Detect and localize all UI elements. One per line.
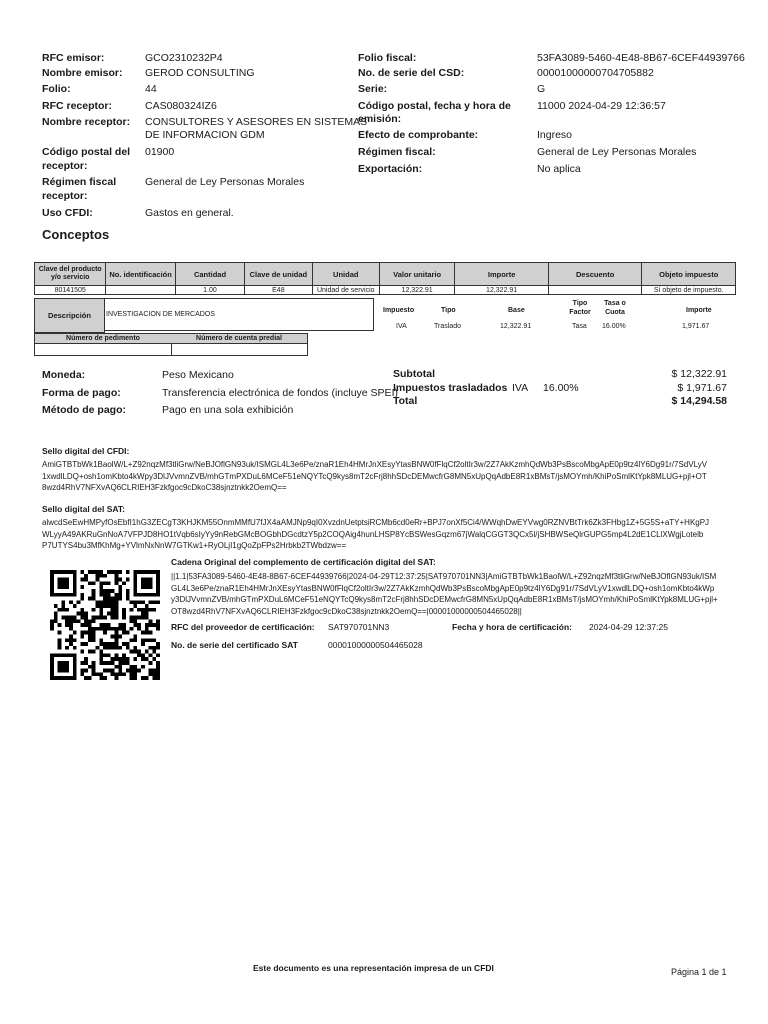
- nombre-receptor-value-2: DE INFORMACION GDM: [145, 129, 265, 141]
- conceptos-table: [34, 262, 736, 295]
- nombre-receptor-value-1: CONSULTORES Y ASESORES EN SISTEMAS: [145, 116, 368, 128]
- metodo-pago-value: Pago en una sola exhibición: [162, 404, 294, 416]
- subtotal-label: Subtotal: [393, 368, 435, 380]
- regimen-receptor-value: General de Ley Personas Morales: [145, 176, 305, 188]
- sello-cfdi-line-2: 1xwdlLDQ+osh1omKbto4kWpy3DlJVvmnZVB/mhGTmPXDuL6MCeF51eNQYTcQ9kys8mT2cFrj8hhSDcDEMwcfrG8MN5xUpQqAdbE8R1xBMsT/jsMOYmh/KhiPoSmlKtYpk8MLUG+pjl+OT: [42, 471, 707, 481]
- efecto-label: Efecto de comprobante:: [358, 129, 479, 141]
- folio-fiscal-label: Folio fiscal:: [358, 52, 417, 64]
- cell-no-identificacion: [106, 286, 175, 295]
- cell-importe: 12,322.91: [455, 286, 549, 295]
- rfc-emisor-label: RFC emisor:: [42, 52, 105, 64]
- impuesto-tasa: 16.00%: [543, 382, 579, 394]
- imp-header-importe: Importe: [686, 307, 712, 314]
- descripcion-label: Descripción: [34, 298, 105, 333]
- rfc-proveedor-value: SAT970701NN3: [328, 622, 390, 632]
- conceptos-title: Conceptos: [42, 227, 110, 242]
- cp-fecha-value: 11000 2024-04-29 12:36:57: [537, 100, 666, 112]
- cadena-original-value: [171, 571, 741, 617]
- cp-receptor-label-2: receptor:: [42, 160, 88, 172]
- col-clave-unidad: Clave de unidad: [245, 263, 312, 286]
- pedimento-value: [34, 343, 172, 356]
- table-row: [35, 286, 736, 295]
- cuenta-predial-value: [171, 343, 308, 356]
- col-unidad: Unidad: [312, 263, 379, 286]
- uso-cfdi-label: Uso CFDI:: [42, 207, 93, 219]
- cadena-original-label: Cadena Original del complemento de certificación digital del SAT:: [171, 557, 436, 567]
- cadena-line-1: ||1.1|53FA3089-5460-4E48-8B67-6CEF44939766|2024-04-29T12:37:25|SAT970701NN3|AmiGTBTbWk1BaolW/L+Z92nqzMf3tliGrw/NeBJOflGN93uk/ISM: [171, 572, 717, 581]
- cp-receptor-label-1: Código postal del: [42, 146, 131, 158]
- imp-header-tasa-cuota: Tasa o Cuota: [604, 300, 626, 316]
- serie-csd-label: No. de serie del CSD:: [358, 67, 465, 79]
- moneda-value: Peso Mexicano: [162, 369, 234, 381]
- cell-objeto-impuesto: Sí objeto de impuesto.: [642, 286, 736, 295]
- uso-cfdi-value: Gastos en general.: [145, 207, 234, 219]
- impuesto-tipo: IVA: [512, 382, 529, 394]
- nombre-receptor-label: Nombre receptor:: [42, 116, 131, 128]
- total-label: Total: [393, 395, 418, 407]
- imp-cell-importe: 1,971.67: [682, 323, 710, 330]
- nombre-emisor-label: Nombre emisor:: [42, 67, 123, 79]
- exportacion-value: No aplica: [537, 163, 581, 175]
- col-descuento: Descuento: [548, 263, 642, 286]
- imp-cell-base: 12,322.91: [500, 323, 532, 330]
- regimen-receptor-label-1: Régimen fiscal: [42, 176, 117, 188]
- col-no-identificacion: No. identificación: [106, 263, 175, 286]
- regimen-fiscal-label: Régimen fiscal:: [358, 146, 436, 158]
- cell-clave-unidad: E48: [245, 286, 312, 295]
- cell-clave-producto: 80141505: [35, 286, 106, 295]
- cuenta-predial-label: Número de cuenta predial: [171, 333, 308, 344]
- cp-fecha-label-2: emisión:: [358, 113, 402, 125]
- descripcion-value: INVESTIGACION DE MERCADOS: [104, 298, 374, 331]
- sello-sat-line-3: P7UTYS4bu3MfKhMg+YVlmNxNnW7GTKw1+RyOLjI1gQoZpFPs2Hrbkb2TWbdzw==: [42, 541, 347, 551]
- cadena-line-4: OT8wzd4RhV7NFXvAQ6CLRIEH3Fzkfgoc9cDkoC38sjnztnkk2OemQ==|00001000000504465028||: [171, 606, 522, 616]
- col-objeto-impuesto: Objeto impuesto: [642, 263, 736, 286]
- imp-cell-tipo-factor: Tasa: [572, 323, 587, 330]
- sello-cfdi-value: [42, 459, 742, 494]
- fecha-certificacion-value: 2024-04-29 12:37:25: [589, 622, 668, 632]
- serie-certificado-sat-value: 00001000000504465028: [328, 640, 423, 650]
- regimen-receptor-label-2: receptor:: [42, 190, 88, 202]
- serie-label: Serie:: [358, 83, 388, 95]
- cell-unidad: Unidad de servicio: [312, 286, 379, 295]
- folio-value: 44: [145, 83, 157, 95]
- rfc-proveedor-label: RFC del proveedor de certificación:: [171, 622, 315, 632]
- total-value: $ 14,294.58: [671, 395, 727, 407]
- serie-value: G: [537, 83, 546, 95]
- sello-sat-line-1: alwcdSeEwHMPyfOsEbfI1hG3ZECgT3KHJKM55OnmMMfU7fJX4aAMJNp9qI0XvzdnUetptsiRCMb6cd0eRr+BPJ7onXf5Ci4/WWqhDwEYVwg0RZNVBtTrk6Zk3FHbg1Z+5G5S+aTY+HKgPJ: [42, 518, 710, 527]
- imp-header-impuesto: Impuesto: [383, 307, 415, 314]
- cell-cantidad: 1.00: [175, 286, 244, 295]
- sello-sat-label: Sello digital del SAT:: [42, 504, 125, 514]
- sello-cfdi-label: Sello digital del CFDI:: [42, 446, 130, 456]
- efecto-value: Ingreso: [537, 129, 573, 141]
- cadena-line-3: y3DlJVvmnZVB/mhGTmPXDuL6MCeF51eNQYTcQ9kys8mT2cFrj8hhSDcDEMwcfrG8MN5xUpQqAdbE8R1xBMsT/jsMOYmh/KhiPoSmlKtYpk8MLUG+pjl+: [171, 595, 718, 605]
- cell-descuento: [548, 286, 642, 295]
- moneda-label: Moneda:: [42, 369, 86, 381]
- pedimento-label: Número de pedimento: [34, 333, 172, 344]
- impuestos-trasladados-label: Impuestos trasladados: [393, 382, 508, 394]
- nombre-emisor-value: GEROD CONSULTING: [145, 67, 255, 79]
- forma-pago-label: Forma de pago:: [42, 387, 121, 399]
- imp-cell-impuesto: IVA: [396, 323, 407, 330]
- subtotal-value: $ 12,322.91: [671, 368, 727, 380]
- rfc-receptor-value: CAS080324IZ6: [145, 100, 217, 112]
- serie-certificado-sat-label: No. de serie del certificado SAT: [171, 640, 298, 650]
- qr-code-icon: [50, 570, 160, 680]
- sello-sat-line-2: WLyyA49AKRuGnNoA7VFPJD8HO1tVqb6sIyYy9nRebGMcBOGbhDGcdtzY5p2COQAig4hunLHSP8YcBSWesGqzm67jWalqCGGT3QCx5l/jSHBWSeQlrGUPG5mp4L2dE1CLlXWgjLotelb: [42, 529, 704, 539]
- imp-cell-tipo: Traslado: [434, 323, 461, 330]
- page-number: Página 1 de 1: [671, 967, 727, 977]
- imp-header-base: Base: [508, 307, 525, 314]
- col-importe: Importe: [455, 263, 549, 286]
- folio-fiscal-value: 53FA3089-5460-4E48-8B67-6CEF44939766: [537, 52, 745, 64]
- imp-cell-tasa-cuota: 16.00%: [602, 323, 626, 330]
- fecha-certificacion-label: Fecha y hora de certificación:: [452, 622, 572, 632]
- footer-note: Este documento es una representación impresa de un CFDI: [253, 963, 494, 973]
- sello-sat-value: [42, 517, 742, 552]
- imp-header-tipo-factor: Tipo Factor: [569, 300, 591, 316]
- sello-cfdi-line-1: AmiGTBTbWk1BaolW/L+Z92nqzMf3tliGrw/NeBJOflGN93uk/ISMGL4L3e6Pe/znaR1Eh4HMrJnXEsyYtasBNW0fFlqCf2oltIr3w/2Z7AkKzmhQdWb3PsBscoMbgApE0p9tz4lY6Dg91r/7SdVLyV: [42, 460, 708, 469]
- rfc-receptor-label: RFC receptor:: [42, 100, 113, 112]
- regimen-fiscal-value: General de Ley Personas Morales: [537, 146, 697, 158]
- impuestos-value: $ 1,971.67: [677, 382, 727, 394]
- cell-valor-unitario: 12,322.91: [379, 286, 454, 295]
- exportacion-label: Exportación:: [358, 163, 423, 175]
- cp-fecha-label-1: Código postal, fecha y hora de: [358, 100, 511, 112]
- col-valor-unitario: Valor unitario: [379, 263, 454, 286]
- forma-pago-value: Transferencia electrónica de fondos (incluye SPEI): [162, 387, 398, 399]
- col-cantidad: Cantidad: [175, 263, 244, 286]
- sello-cfdi-line-3: 8wzd4RhV7NFXvAQ6CLRIEH3Fzkfgoc9cDkoC38sjnztnkk2OemQ==: [42, 483, 287, 493]
- cp-receptor-value: 01900: [145, 146, 175, 158]
- cadena-line-2: GL4L3e6Pe/znaR1Eh4HMrJnXEsyYtasBNW0fFlqCf2oltIr3w/2Z7AkKzmhQdWb3PsBscoMbgApE0p9tz4lY6Dg91r/7SdVLyV1xwdlLDQ+osh1omKbto4kWp: [171, 583, 715, 593]
- rfc-emisor-value: GCO2310232P4: [145, 52, 223, 64]
- col-clave-producto: Clave del producto y/o servicio: [35, 263, 106, 286]
- folio-label: Folio:: [42, 83, 71, 95]
- imp-header-tipo: Tipo: [441, 307, 456, 314]
- metodo-pago-label: Método de pago:: [42, 404, 126, 416]
- serie-csd-value: 00001000000704705882: [537, 67, 654, 79]
